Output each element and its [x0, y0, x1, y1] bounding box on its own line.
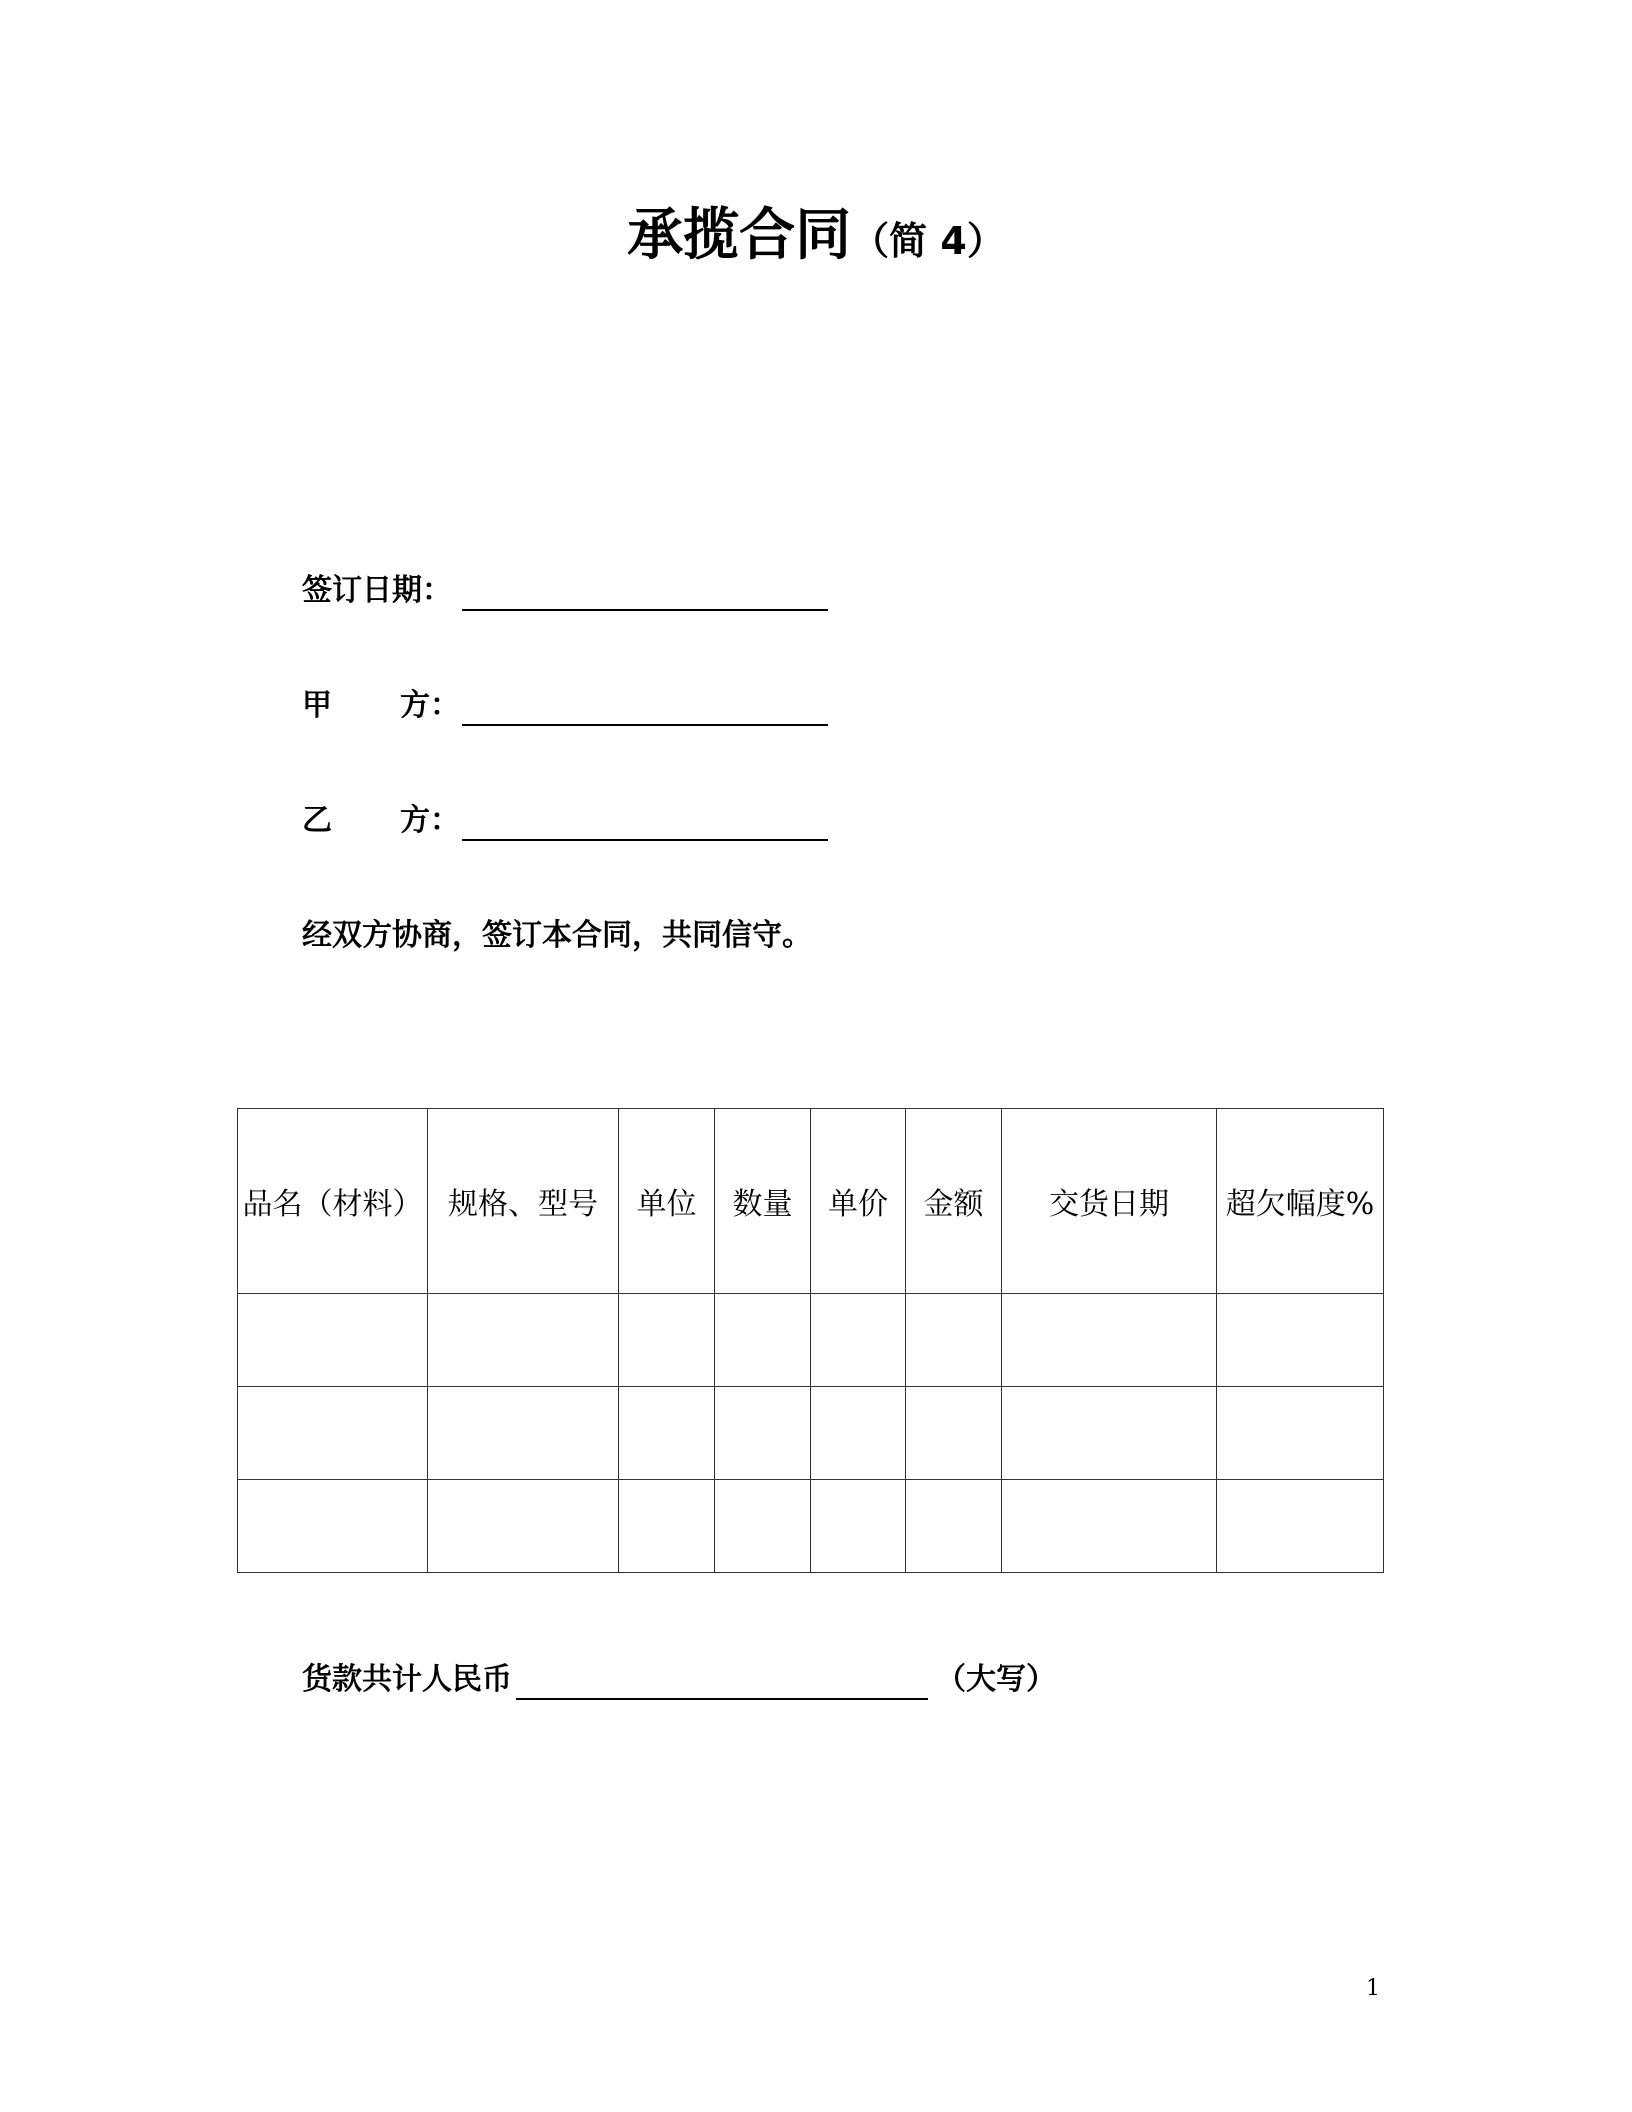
- table-header-row: [238, 1109, 1384, 1294]
- table-cell[interactable]: [811, 1294, 906, 1387]
- party-b-label: [302, 801, 462, 841]
- table-cell[interactable]: [715, 1480, 811, 1573]
- table-cell[interactable]: [906, 1387, 1002, 1480]
- table-cell[interactable]: [811, 1387, 906, 1480]
- table-cell[interactable]: [619, 1480, 715, 1573]
- table-cell[interactable]: [1217, 1480, 1384, 1573]
- total-amount-field[interactable]: [516, 1660, 928, 1700]
- table-cell[interactable]: [715, 1294, 811, 1387]
- table-cell[interactable]: [238, 1294, 428, 1387]
- table-cell[interactable]: [428, 1387, 619, 1480]
- table-cell[interactable]: [1002, 1480, 1217, 1573]
- table-row: [238, 1294, 1384, 1387]
- items-table: [237, 1108, 1384, 1573]
- table-cell[interactable]: [428, 1294, 619, 1387]
- title-suffix: （简 4）: [851, 219, 1005, 263]
- title-main: 承揽合同: [627, 203, 852, 268]
- party-a-label-part1: 甲: [302, 688, 332, 723]
- table-cell[interactable]: [619, 1294, 715, 1387]
- header-spec-model: 规格、型号: [428, 1109, 619, 1294]
- document-title: [0, 196, 1632, 281]
- header-unit-price: 单价: [811, 1109, 906, 1294]
- table-cell[interactable]: [1002, 1387, 1217, 1480]
- header-unit: 单位: [619, 1109, 715, 1294]
- table-cell[interactable]: [715, 1387, 811, 1480]
- table-cell[interactable]: [238, 1480, 428, 1573]
- header-amount: 金额: [906, 1109, 1002, 1294]
- table-cell[interactable]: [906, 1294, 1002, 1387]
- party-a-label: [302, 686, 462, 726]
- table-cell[interactable]: [619, 1387, 715, 1480]
- table-row: [238, 1480, 1384, 1573]
- page-number: 1: [1366, 1976, 1380, 2001]
- table-cell[interactable]: [428, 1480, 619, 1573]
- header-quantity: 数量: [715, 1109, 811, 1294]
- signing-date-field[interactable]: [462, 571, 828, 611]
- table-row: [238, 1387, 1384, 1480]
- table-cell[interactable]: [1217, 1387, 1384, 1480]
- header-item-name: 品名（材料）: [238, 1109, 428, 1294]
- total-amount-suffix: （大写）: [936, 1662, 1056, 1697]
- table-cell[interactable]: [1217, 1294, 1384, 1387]
- table-cell[interactable]: [811, 1480, 906, 1573]
- table-cell[interactable]: [1002, 1294, 1217, 1387]
- party-b-row: [302, 801, 828, 841]
- agreement-statement: 经双方协商，签订本合同，共同信守。: [302, 918, 812, 953]
- total-amount-label: 货款共计人民币: [302, 1662, 512, 1697]
- table-cell[interactable]: [238, 1387, 428, 1480]
- party-a-field[interactable]: [462, 686, 828, 726]
- signing-date-row: [302, 571, 828, 611]
- header-delivery-date: 交货日期: [1002, 1109, 1217, 1294]
- table-cell[interactable]: [906, 1480, 1002, 1573]
- signing-date-label: 签订日期：: [302, 573, 452, 608]
- party-b-field[interactable]: [462, 801, 828, 841]
- party-a-row: [302, 686, 828, 726]
- party-b-label-part1: 乙: [302, 803, 332, 838]
- total-amount-row: [302, 1660, 1056, 1700]
- header-over-under-range: 超欠幅度%: [1217, 1109, 1384, 1294]
- party-a-label-part2: 方：: [400, 688, 460, 723]
- party-b-label-part2: 方：: [400, 803, 460, 838]
